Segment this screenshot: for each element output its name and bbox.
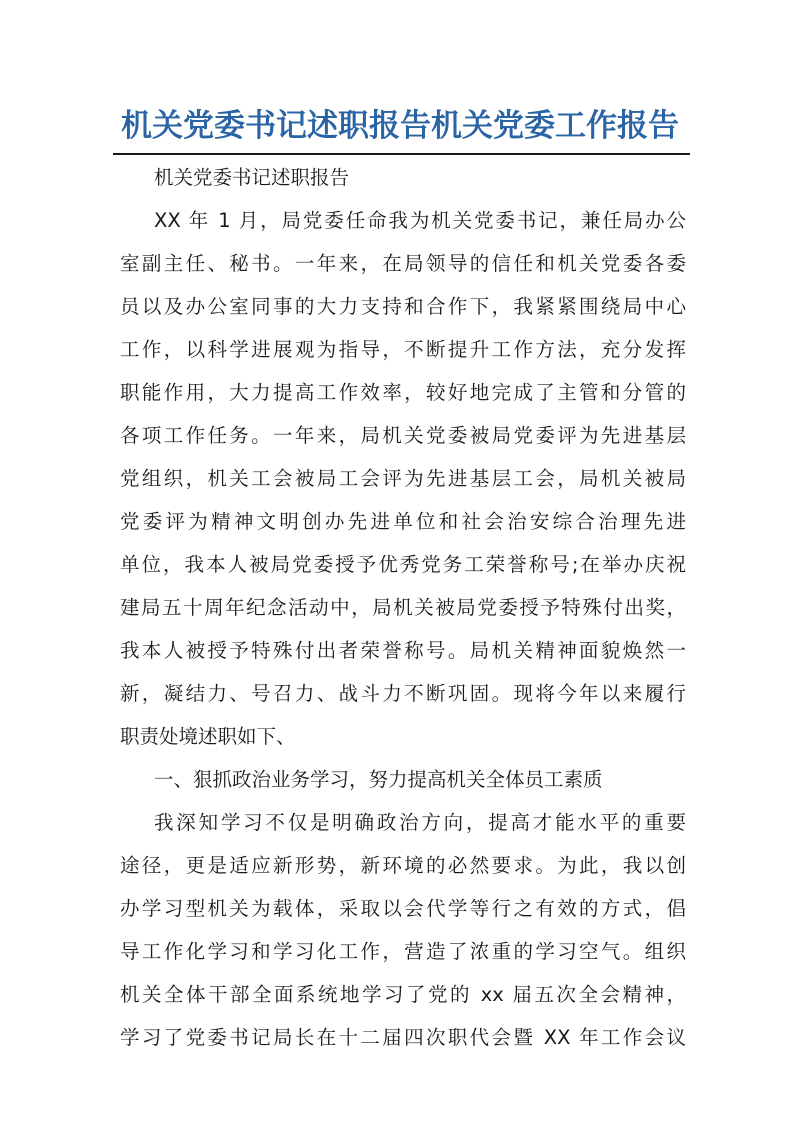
body-line: 机关全体干部全面系统地学习了党的 xx 届五次全会精神， bbox=[120, 983, 686, 1006]
body-line: 机关党委书记述职报告 bbox=[154, 166, 350, 189]
body-line: 我本人被授予特殊付出者荣誉称号。局机关精神面貌焕然一 bbox=[120, 639, 686, 662]
body-line: 员以及办公室同事的大力支持和合作下，我紧紧围绕局中心 bbox=[120, 295, 686, 318]
body-line: XX 年 1 月，局党委任命我为机关党委书记，兼任局办公 bbox=[154, 209, 686, 232]
section-heading: 一、狠抓政治业务学习，努力提高机关全体员工素质 bbox=[154, 768, 603, 791]
document-body bbox=[120, 156, 686, 1059]
body-line: 我深知学习不仅是明确政治方向，提高才能水平的重要 bbox=[154, 811, 686, 834]
body-line: 单位，我本人被局党委授予优秀党务工荣誉称号;在举办庆祝 bbox=[120, 553, 686, 576]
body-line: 学习了党委书记局长在十二届四次职代会暨 XX 年工作会议 bbox=[120, 1026, 686, 1049]
body-line: 办学习型机关为载体，采取以会代学等行之有效的方式，倡 bbox=[120, 897, 686, 920]
body-line: 途径，更是适应新形势，新环境的必然要求。为此，我以创 bbox=[120, 854, 686, 877]
title-divider bbox=[113, 153, 690, 155]
body-line: 党委评为精神文明创办先进单位和社会治安综合治理先进 bbox=[120, 510, 686, 533]
body-line: 室副主任、秘书。一年来，在局领导的信任和机关党委各委 bbox=[120, 252, 686, 275]
body-line: 各项工作任务。一年来，局机关党委被局党委评为先进基层 bbox=[120, 424, 686, 447]
body-line: 职责处境述职如下、 bbox=[120, 725, 296, 748]
body-line: 工作，以科学进展观为指导，不断提升工作方法，充分发挥 bbox=[120, 338, 686, 361]
body-line: 导工作化学习和学习化工作，营造了浓重的学习空气。组织 bbox=[120, 940, 686, 963]
body-line: 建局五十周年纪念活动中，局机关被局党委授予特殊付出奖， bbox=[120, 596, 686, 619]
body-line: 新，凝结力、号召力、战斗力不断巩固。现将今年以来履行 bbox=[120, 682, 686, 705]
document-title: 机关党委书记述职报告机关党委工作报告 bbox=[121, 108, 679, 144]
body-line: 职能作用，大力提高工作效率，较好地完成了主管和分管的 bbox=[120, 381, 686, 404]
body-line: 党组织，机关工会被局工会评为先进基层工会，局机关被局 bbox=[120, 467, 686, 490]
